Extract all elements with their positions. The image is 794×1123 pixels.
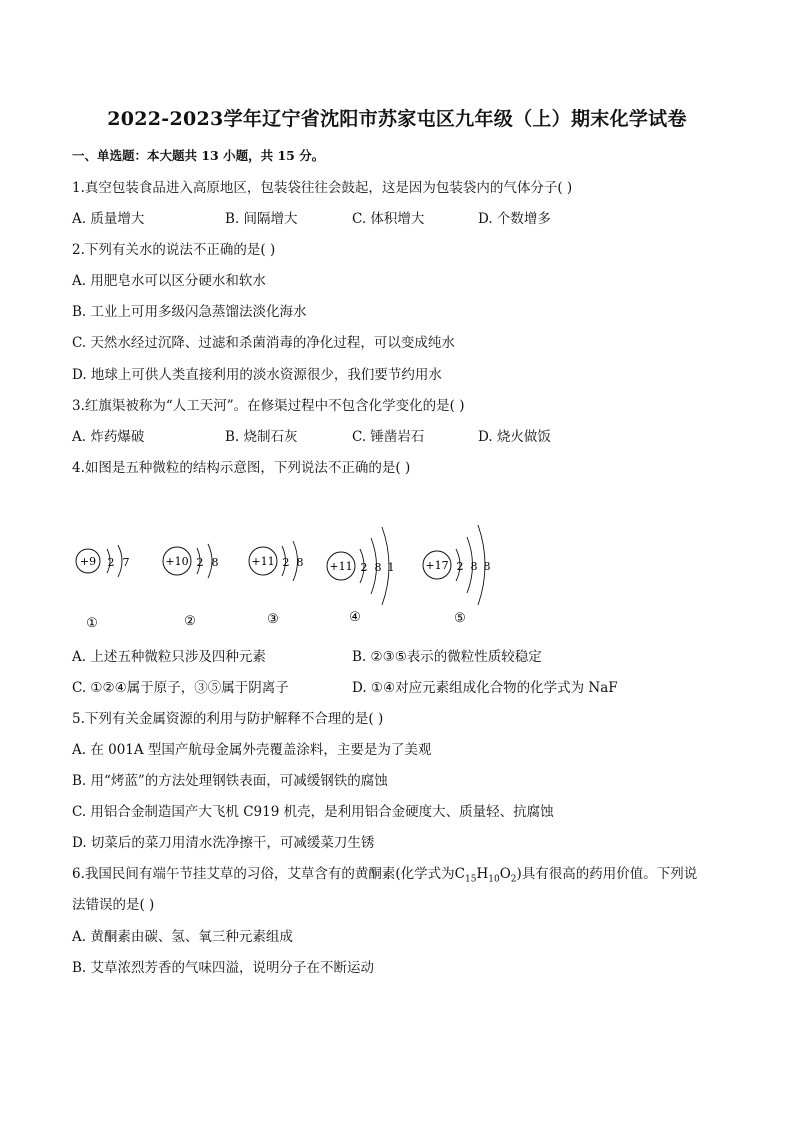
particle-3-nucleus: +11 bbox=[251, 555, 275, 568]
particle-2-shell-1: 2 bbox=[196, 556, 204, 569]
question-5-option-b: B. 用“烤蓝”的方法处理钢铁表面，可减缓钢铁的腐蚀 bbox=[72, 773, 388, 789]
question-1-option-a: A. 质量增大 bbox=[72, 211, 145, 227]
particle-1-nucleus: +9 bbox=[79, 555, 97, 568]
particle-1-shell-1: 2 bbox=[107, 556, 115, 569]
particle-2-nucleus: +10 bbox=[165, 555, 189, 568]
question-2-option-d: D. 地球上可供人类直接利用的淡水资源很少，我们要节约用水 bbox=[72, 367, 442, 383]
particle-4-nucleus: +11 bbox=[329, 560, 353, 573]
question-4-option-c: C. ①②④属于原子，③⑤属于阴离子 bbox=[72, 680, 289, 696]
particle-1-label: ① bbox=[86, 616, 98, 631]
particle-1-shell-2: 7 bbox=[122, 556, 130, 569]
particle-5-shell-1: 2 bbox=[456, 560, 464, 573]
question-6-stem bbox=[72, 862, 697, 885]
question-4-stem: 4.如图是五种微粒的结构示意图，下列说法不正确的是( ) bbox=[72, 460, 411, 476]
question-4-option-a: A. 上述五种微粒只涉及四种元素 bbox=[72, 649, 266, 665]
particle-2 bbox=[163, 544, 219, 629]
exam-title: 2022-2023学年辽宁省沈阳市苏家屯区九年级（上）期末化学试卷 bbox=[107, 108, 687, 130]
question-5-stem: 5.下列有关金属资源的利用与防护解释不合理的是( ) bbox=[72, 711, 384, 727]
section-heading: 一、单选题：本大题共 13 小题，共 15 分。 bbox=[72, 148, 325, 163]
particle-5-label: ⑤ bbox=[454, 611, 466, 626]
question-1-option-b: B. 间隔增大 bbox=[225, 211, 298, 227]
particle-4-shell-2: 8 bbox=[374, 561, 382, 574]
question-6-option-a: A. 黄酮素由碳、氢、氧三种元素组成 bbox=[72, 929, 293, 945]
particle-3-shell-2: 8 bbox=[296, 556, 304, 569]
particle-4-shell-3: 1 bbox=[387, 561, 395, 574]
question-6-stem-part1: 6.我国民间有端午节挂艾草的习俗，艾草含有的黄酮素(化学式为 bbox=[72, 866, 455, 882]
chemical-formula: $C_{15}H_{10}O_2$ bbox=[454, 866, 517, 885]
question-2-option-a: A. 用肥皂水可以区分硬水和软水 bbox=[72, 273, 266, 289]
particle-5-shell-3: 8 bbox=[483, 560, 491, 573]
question-6-option-b: B. 艾草浓烈芳香的气味四溢，说明分子在不断运动 bbox=[72, 960, 375, 976]
question-6-stem-line2: 法错误的是( ) bbox=[72, 897, 155, 913]
particle-4-shell-1: 2 bbox=[360, 561, 368, 574]
particle-3 bbox=[249, 541, 304, 627]
particle-3-shell-1: 2 bbox=[282, 556, 290, 569]
particle-4-label: ④ bbox=[349, 610, 361, 625]
particle-5-nucleus: +17 bbox=[425, 559, 449, 572]
question-5-option-d: D. 切菜后的菜刀用清水洗净擦干，可减缓菜刀生锈 bbox=[72, 835, 375, 851]
question-2-option-b: B. 工业上可用多级闪急蒸馏法淡化海水 bbox=[72, 304, 307, 320]
question-3-option-d: D. 烧火做饭 bbox=[478, 429, 551, 445]
particle-3-label: ③ bbox=[267, 612, 279, 627]
question-4-option-d: D. ①④对应元素组成化合物的化学式为 NaF bbox=[352, 680, 618, 696]
question-2-stem: 2.下列有关水的说法不正确的是( ) bbox=[72, 242, 276, 258]
question-1-option-c: C. 体积增大 bbox=[352, 211, 425, 227]
question-3-option-b: B. 烧制石灰 bbox=[225, 429, 298, 445]
question-3-stem: 3.红旗渠被称为“人工天河”。在修渠过程中不包含化学变化的是( ) bbox=[72, 398, 465, 414]
particle-1 bbox=[76, 545, 130, 631]
question-3-option-a: A. 炸药爆破 bbox=[72, 429, 145, 445]
particle-5-shell-2: 8 bbox=[470, 560, 478, 573]
question-6-stem-part2: )具有很高的药用价值。下列说 bbox=[516, 866, 698, 882]
particle-5 bbox=[423, 525, 491, 626]
particle-4 bbox=[327, 527, 395, 625]
question-3-option-c: C. 锤凿岩石 bbox=[352, 429, 425, 445]
question-2-option-c: C. 天然水经过沉降、过滤和杀菌消毒的净化过程，可以变成纯水 bbox=[72, 335, 455, 351]
particle-2-shell-2: 8 bbox=[211, 556, 219, 569]
question-1-option-d: D. 个数增多 bbox=[478, 211, 551, 227]
question-5-option-c: C. 用铝合金制造国产大飞机 C919 机壳，是利用铝合金硬度大、质量轻、抗腐蚀 bbox=[72, 804, 554, 820]
question-5-option-a: A. 在 001A 型国产航母金属外壳覆盖涂料，主要是为了美观 bbox=[72, 742, 432, 758]
question-4-option-b: B. ②③⑤表示的微粒性质较稳定 bbox=[352, 649, 542, 665]
particle-2-label: ② bbox=[184, 614, 196, 629]
question-1-stem: 1.真空包装食品进入高原地区，包装袋往往会鼓起，这是因为包装袋内的气体分子( ) bbox=[72, 180, 573, 196]
atomic-structure-diagram bbox=[60, 505, 560, 635]
